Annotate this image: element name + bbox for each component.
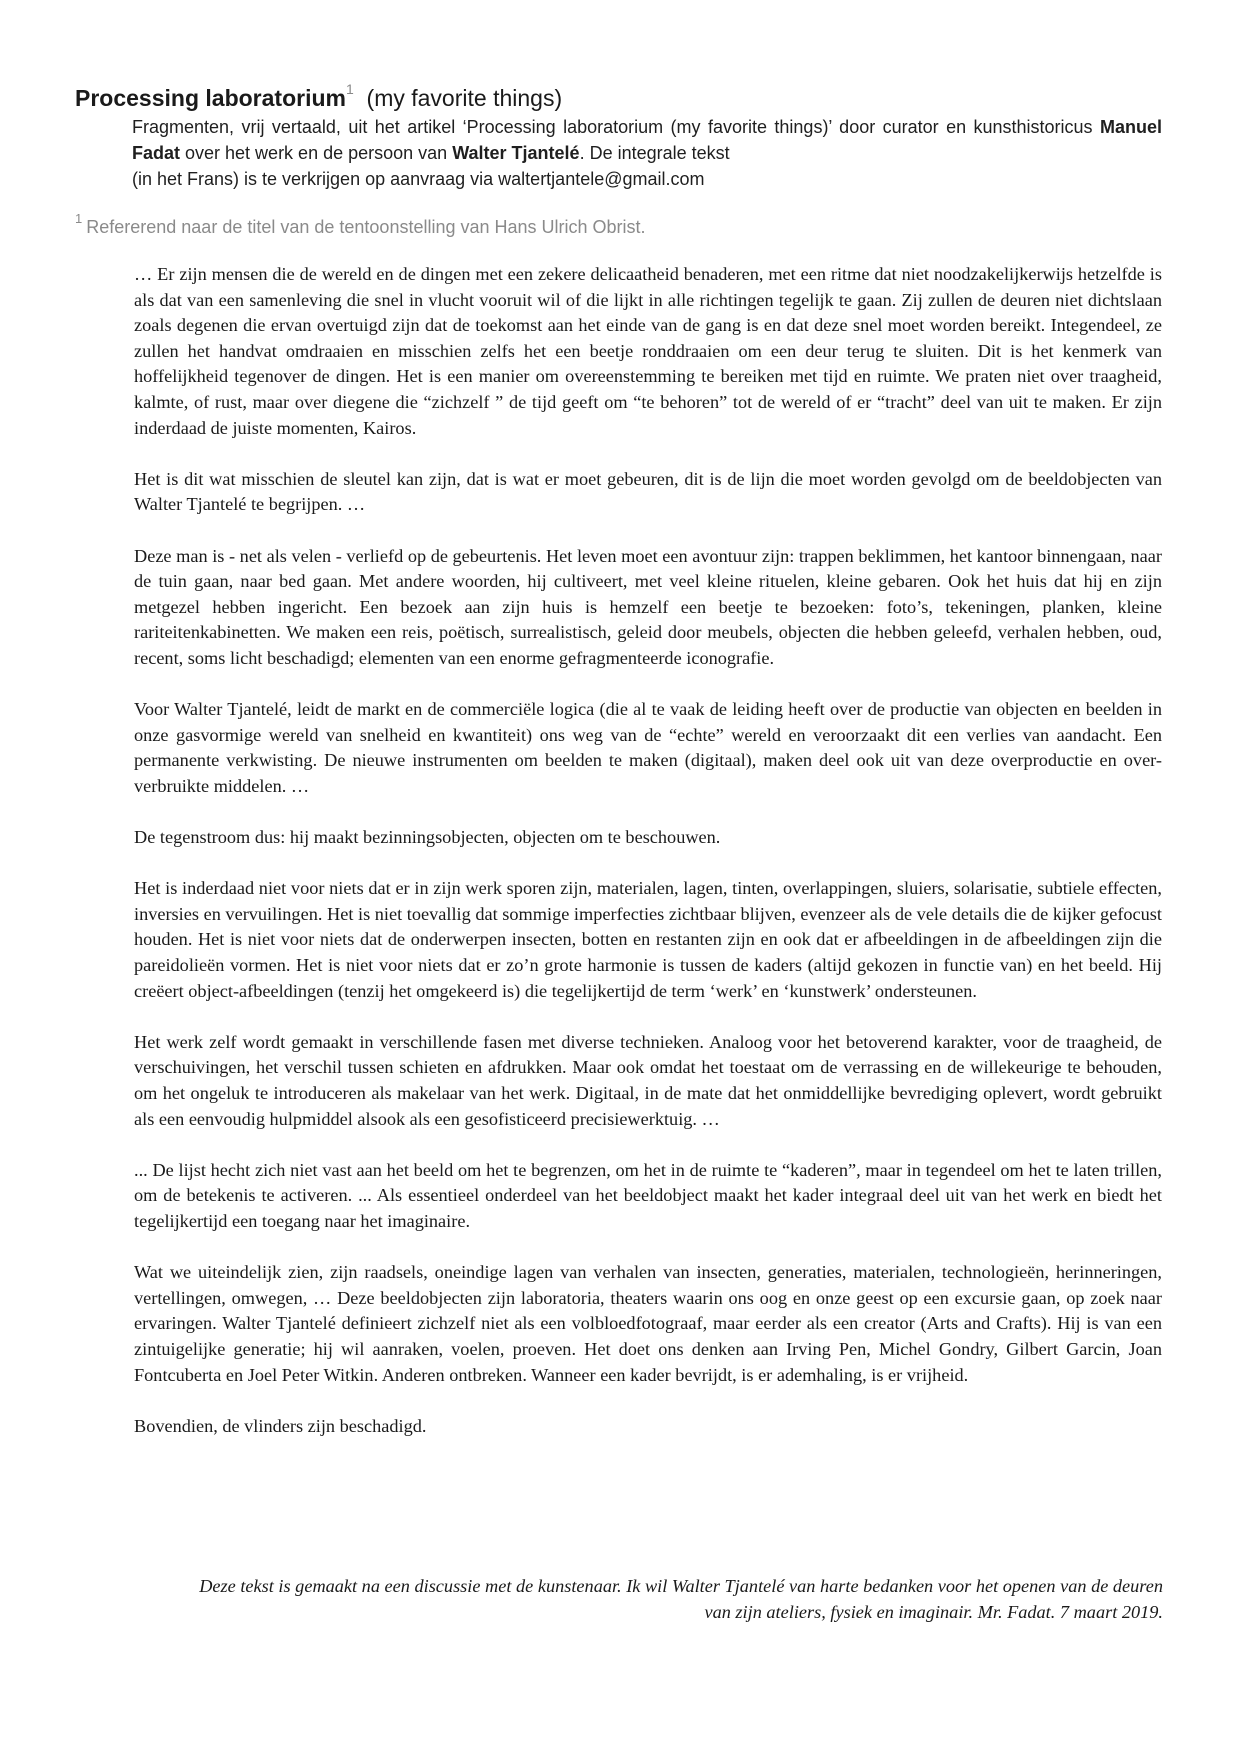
intro-text [132,114,1162,166]
body-paragraph-10: Bovendien, de vlinders zijn beschadigd. [134,1415,427,1436]
page-title [75,74,562,113]
body-paragraph-7: Het werk zelf wordt gemaakt in verschillende fasen met diverse technieken. Analoog voor het betoverend karakter, voor de traagheid, de verschuivingen, het verschil tussen schieten en afdrukken. Maar ook omdat het toestaat om de verrassing en de willekeurige te behouden, om het ongeluk te introduceren als makelaar van het werk. Digitaal, in de mate dat het onmiddellijke bevrediging oplevert, wordt gebruikt als een eenvoudig hulpmiddel alsook als een gesofisticeerd precisiewerktuig. … [134,1031,1162,1129]
closing-note [83,1574,1163,1625]
closing-line-1: Deze tekst is gemaakt na een discussie met de kunstenaar. Ik wil Walter Tjantelé van harte bedanken voor het openen van de deuren [199,1576,1163,1596]
body-paragraph-6: Het is inderdaad niet voor niets dat er in zijn werk sporen zijn, materialen, lagen, tinten, overlappingen, sluiers, solarisatie, subtiele effecten, inversies en vervuilingen. Het is niet toevallig dat sommige imperfecties zichtbaar blijven, evenzeer als de vele details die de kijker gefocust houden. Het is niet voor niets dat de onderwerpen insecten, botten en restanten zijn en ook dat er afbeeldingen in de afbeeldingen zijn die pareidolieën vormen. Het is niet voor niets dat er zo’n grote harmonie is tussen de kaders (altijd gekozen in functie van) en het beeld. Hij creëert object-afbeeldingen (tenzij het omgekeerd is) die tegelijkertijd de term ‘werk’ en ‘kunstwerk’ ondersteunen. [134,878,1162,1001]
article-body [134,262,1162,1465]
title-main: Processing laboratorium [75,85,346,111]
footnote [75,206,646,240]
body-paragraph-8: ... De lijst hecht zich niet vast aan het beeld om het te begrenzen, om het in de ruimte te “kaderen”, maar in tegendeel om het te laten trillen, om de betekenis te activeren. ... Als essentieel onderdeel van het beeldobject maakt het kader integraal deel uit van het werk en biedt het tegelijkertijd een toegang naar het imaginaire. [134,1159,1162,1231]
intro-author-name: Manuel Fadat [132,117,1162,163]
body-paragraph-9: Wat we uiteindelijk zien, zijn raadsels, oneindige lagen van verhalen van insecten, generaties, materialen, technologieën, herinneringen, vertellingen, omwegen, … Deze beeldobjecten zijn laboratoria, theaters waarin ons oog en onze geest op een excursie gaan, op zoek naar ervaringen. Walter Tjantelé definieert zichzelf niet als een volbloedfotograaf, maar eerder als een creator (Arts and Crafts). Hij is van een zintuigelijke generatie; hij wil aanraken, voelen, proeven. Het doet ons denken aan Irving Pen, Michel Gondry, Gilbert Garcin, Joan Fontcuberta en Joel Peter Witkin. Anderen ontbreken. Wanneer een kader bevrijdt, is er ademhaling, is er vrijheid. [134,1262,1162,1385]
closing-line-2: van zijn ateliers, fysiek en imaginair. Mr. Fadat. 7 maart 2019. [704,1601,1163,1622]
footnote-text: Refererend naar de titel van de tentoonstelling van Hans Ulrich Obrist. [86,217,646,237]
body-paragraph-5: De tegenstroom dus: hij maakt bezinningsobjecten, objecten om te beschouwen. [134,827,721,848]
intro-part-1: Fragmenten, vrij vertaald, uit het artikel ‘Processing laboratorium (my favorite things)’ door curator en kunsthistoricus [132,117,1100,137]
body-paragraph-2: Het is dit wat misschien de sleutel kan zijn, dat is wat er moet gebeuren, dit is de lijn die moet worden gevolgd om de beeldobjecten van Walter Tjantelé te begrijpen. … [134,468,1162,515]
footnote-number: 1 [75,211,83,226]
title-subtitle: (my favorite things) [366,85,563,111]
intro-part-3: . De integrale tekst [579,143,730,163]
intro-request-line: (in het Frans) is te verkrijgen op aanvraag via waltertjantele@gmail.com [132,169,705,189]
body-paragraph-4: Voor Walter Tjantelé, leidt de markt en de commerciële logica (die al te vaak de leiding heeft over de productie van objecten en beelden in onze gasvormige wereld van snelheid en kwantiteit) ons weg van de “echte” wereld en veroorzaakt dit een verlies van aandacht. Een permanente verkwisting. De nieuwe instrumenten om beelden te maken (digitaal), maken deel ook uit van deze overproductie en over-verbruikte middelen. … [134,699,1162,796]
body-paragraph-3: Deze man is - net als velen - verliefd op de gebeurtenis. Het leven moet een avontuur zijn: trappen beklimmen, het kantoor binnengaan, naar de tuin gaan, naar bed gaan. Met andere woorden, hij cultiveert, met veel kleine rituelen, kleine gebaren. Ook het huis dat hij en zijn metgezel hebben ingericht. Een bezoek aan zijn huis is hemzelf een beetje te bezoeken: foto’s, tekeningen, planken, kleine rariteitenkabinetten. We maken een reis, poëtisch, surrealistisch, geleid door meubels, objecten die hebben geleefd, verhalen hebben, oud, recent, soms licht beschadigd; elementen van een enorme gefragmenteerde iconografie. [134,545,1162,668]
intro-part-2: over het werk en de persoon van [180,143,453,163]
intro-block [132,114,1162,192]
title-footnote-marker: 1 [345,81,354,97]
intro-artist-name: Walter Tjantelé [452,143,580,163]
body-paragraph-1: … Er zijn mensen die de wereld en de dingen met een zekere delicaatheid benaderen, met een ritme dat niet noodzakelijkerwijs hetzelfde is als dat van een samenleving die snel in vlucht vooruit wil of die lijkt in alle richtingen tegelijk te gaan. Zij zullen de deuren niet dichtslaan zoals degenen die ervan overtuigd zijn dat de toekomst aan het einde van de gang is en dat deze snel moet worden bereikt. Integendeel, ze zullen het handvat omdraaien en misschien zelfs het een beetje ronddraaien om een deur terug te sluiten. Dit is het kenmerk van hoffelijkheid tegenover de dingen. Het is een manier om overeenstemming te bereiken met tijd en ruimte. We praten niet over traagheid, kalmte, of rust, maar over diegene die “zichzelf ” de tijd geeft om “te behoren” tot de wereld of er “tracht” deel van uit te maken. Er zijn inderdaad de juiste momenten, Kairos. [134,264,1162,438]
